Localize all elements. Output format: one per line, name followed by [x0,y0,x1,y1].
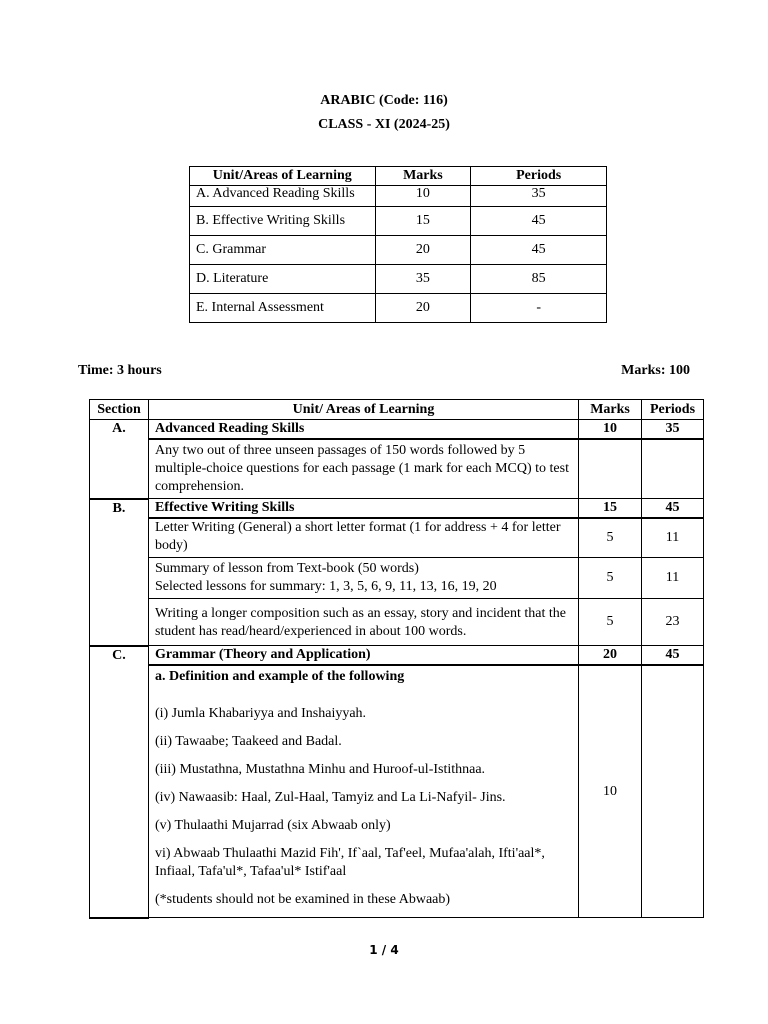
section-b-label: B. [90,499,149,646]
syllabus-header-row [90,400,704,420]
composition-marks: 5 [579,599,642,646]
section-a-detail-row [90,439,704,499]
section-c-title: Grammar (Theory and Application) [148,646,578,666]
letter-writing-periods: 11 [642,518,704,558]
document-title: ARABIC (Code: 116) [320,93,448,108]
grammar-point: vi) Abwaab Thulaathi Mazid Fih', If`aal, Taf'eel, Mufaa'alah, Ifti'aal*, Infiaal, Tafa'ul*, Tafaa'ul* Istif'aal [154,846,545,879]
summary-header-row [190,167,607,186]
section-a-label: A. [90,420,149,499]
composition-text: Writing a longer composition such as an essay, story and incident that the student has read/heard/experienced in about 100 words. [148,599,578,646]
summary-row [190,236,607,265]
section-c-row [90,646,704,666]
summary-unit: C. Grammar [190,236,376,265]
summary-periods: 45 [471,236,607,265]
summary-periods: 45 [471,207,607,236]
summary-header-periods: Periods [471,167,607,186]
summary-marks: 10 [375,186,471,207]
summary-header-unit: Unit/Areas of Learning [190,167,376,186]
grammar-sub-marks: 10 [579,665,642,918]
grammar-point: (iii) Mustathna, Mustathna Minhu and Huroof-ul-Istithnaa. [154,762,486,777]
letter-writing-text: Letter Writing (General) a short letter format (1 for address + 4 for letter body) [148,518,578,558]
summary-marks: 35 [375,265,471,294]
header-periods: Periods [642,400,704,420]
section-b-marks: 15 [579,499,642,519]
summary-writing-text [148,558,578,599]
summary-row [190,186,607,207]
composition-periods: 23 [642,599,704,646]
section-b-item-row [90,599,704,646]
summary-writing-line1: Summary of lesson from Text-book (50 words) [154,561,419,576]
section-a-title: Advanced Reading Skills [148,420,578,440]
summary-marks: 20 [375,236,471,265]
section-b-title: Effective Writing Skills [148,499,578,519]
summary-writing-marks: 5 [579,558,642,599]
summary-unit: D. Literature [190,265,376,294]
summary-writing-line2: Selected lessons for summary: 1, 3, 5, 6, 9, 11, 13, 16, 19, 20 [154,579,497,594]
grammar-point: (i) Jumla Khabariyya and Inshaiyyah. [154,706,367,721]
grammar-subheading: a. Definition and example of the following [154,669,405,684]
section-c-marks: 20 [579,646,642,666]
letter-writing-marks: 5 [579,518,642,558]
marks-summary-table [189,166,607,323]
syllabus-table [89,399,704,919]
section-a-row [90,420,704,440]
summary-writing-periods: 11 [642,558,704,599]
section-a-description: Any two out of three unseen passages of 150 words followed by 5 multiple-choice questions for each passage (1 mark for each MCQ) to test comprehension. [148,439,578,499]
document-subtitle: CLASS - XI (2024-25) [318,117,450,132]
section-b-row [90,499,704,519]
grammar-content [148,665,578,918]
section-b-periods: 45 [642,499,704,519]
header-marks: Marks [579,400,642,420]
empty-cell [579,439,642,499]
summary-unit: B. Effective Writing Skills [190,207,376,236]
header-unit: Unit/ Areas of Learning [148,400,578,420]
summary-row [190,265,607,294]
summary-periods: - [471,294,607,323]
grammar-point: (*students should not be examined in these Abwaab) [154,892,451,907]
grammar-point: (iv) Nawaasib: Haal, Zul-Haal, Tamyiz and La Li-Nafyil- Jins. [154,790,506,805]
summary-periods: 35 [471,186,607,207]
section-a-periods: 35 [642,420,704,440]
summary-row [190,294,607,323]
page-number: 1 / 4 [369,943,399,957]
section-c-periods: 45 [642,646,704,666]
summary-row [190,207,607,236]
summary-unit: E. Internal Assessment [190,294,376,323]
summary-marks: 15 [375,207,471,236]
summary-marks: 20 [375,294,471,323]
time-label: Time: 3 hours [78,363,162,378]
grammar-point: (v) Thulaathi Mujarrad (six Abwaab only) [154,818,391,833]
section-b-item-row [90,558,704,599]
section-b-item-row [90,518,704,558]
summary-periods: 85 [471,265,607,294]
total-marks-label: Marks: 100 [621,363,690,378]
summary-header-marks: Marks [375,167,471,186]
empty-cell [642,439,704,499]
header-section: Section [90,400,149,420]
summary-unit: A. Advanced Reading Skills [190,186,376,207]
empty-cell [642,665,704,918]
grammar-point: (ii) Tawaabe; Taakeed and Badal. [154,734,342,749]
section-a-marks: 10 [579,420,642,440]
section-c-detail-row [90,665,704,918]
section-c-label: C. [90,646,149,918]
